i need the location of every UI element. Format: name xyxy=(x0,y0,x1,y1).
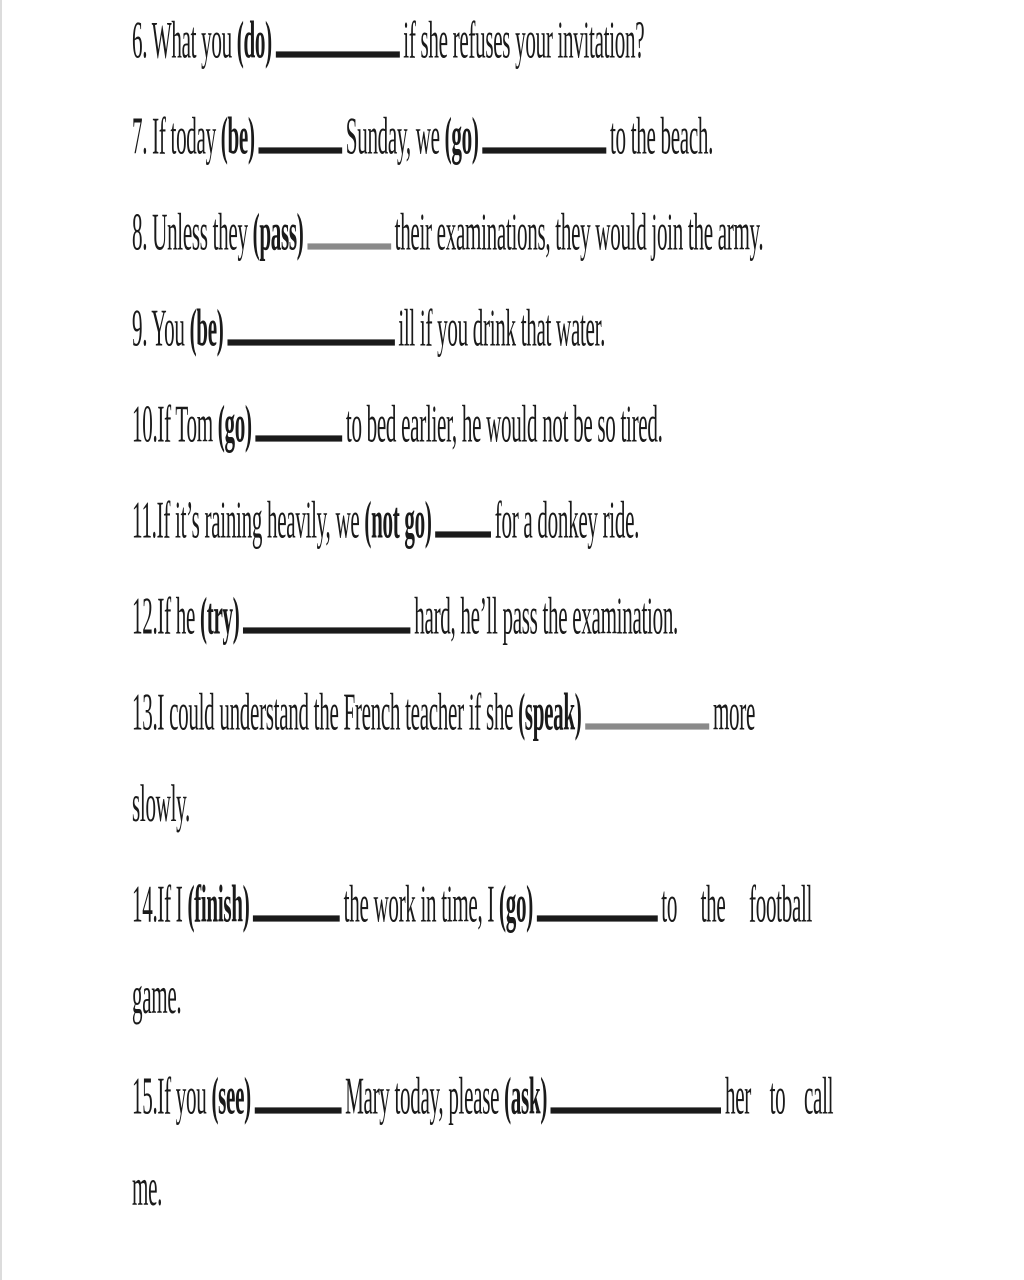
sentence-text: to bed earlier, he would not be so tired. xyxy=(345,396,663,454)
sentence-text: hard, he’ll pass the examination. xyxy=(414,588,679,646)
verb-hint: (try) xyxy=(200,588,240,646)
item-number: 15. xyxy=(132,1068,158,1126)
sentence-text: to xyxy=(769,1068,786,1126)
verb-hint: (do) xyxy=(236,12,272,70)
sentence-text: the work in time, I xyxy=(343,876,500,934)
sentence-text: call xyxy=(803,1068,834,1126)
verb-hint: (pass) xyxy=(252,204,304,262)
exercise-15-continuation xyxy=(132,1160,162,1265)
sentence-text: Unless they xyxy=(152,204,253,262)
sentence-text: to the beach. xyxy=(609,108,714,166)
answer-blank[interactable] xyxy=(255,1064,342,1114)
exercise-9 xyxy=(132,296,605,401)
sentence-text: slowly. xyxy=(132,776,190,834)
exercise-6 xyxy=(132,8,644,113)
item-number: 9. xyxy=(132,300,152,358)
sentence-text: if she refuses your invitation? xyxy=(403,12,645,70)
verb-hint: (be) xyxy=(220,108,255,166)
item-number: 11. xyxy=(132,492,157,550)
item-number: 8. xyxy=(132,204,153,262)
item-number: 6. xyxy=(132,12,152,70)
exercise-14-continuation xyxy=(132,968,181,1073)
sentence-text: football xyxy=(749,876,813,934)
sentence-text: their examinations, they would join the army. xyxy=(394,204,764,262)
item-number: 13. xyxy=(132,684,158,742)
answer-blank[interactable] xyxy=(307,200,391,250)
sentence-text: to xyxy=(661,876,678,934)
answer-blank[interactable] xyxy=(227,296,394,346)
item-number: 10. xyxy=(132,396,158,454)
exercise-10 xyxy=(132,392,663,497)
verb-hint: (finish) xyxy=(187,876,250,934)
sentence-text: If he xyxy=(157,588,201,646)
verb-hint: (go) xyxy=(499,876,533,934)
sentence-text: You xyxy=(151,300,190,358)
verb-hint: (go) xyxy=(444,108,479,166)
exercise-7 xyxy=(132,104,713,209)
answer-blank[interactable] xyxy=(255,392,342,442)
exercise-12 xyxy=(132,584,678,689)
sentence-text: If today xyxy=(152,108,221,166)
answer-blank[interactable] xyxy=(243,584,410,634)
verb-hint: (see) xyxy=(211,1068,251,1126)
exercise-8 xyxy=(132,200,763,305)
sentence-text: If Tom xyxy=(157,396,218,454)
sentence-text: ill if you drink that water. xyxy=(398,300,606,358)
answer-blank[interactable] xyxy=(537,872,658,922)
exercise-13-continuation xyxy=(132,776,190,881)
verb-hint: (speak) xyxy=(518,684,582,742)
sentence-text: for a donkey ride. xyxy=(494,492,640,550)
sentence-text: If I xyxy=(157,876,188,934)
answer-blank[interactable] xyxy=(253,872,340,922)
answer-blank[interactable] xyxy=(551,1064,722,1114)
sentence-text: game. xyxy=(132,968,182,1026)
verb-hint: (not go) xyxy=(364,492,432,550)
item-number: 12. xyxy=(132,588,158,646)
exercise-13 xyxy=(132,680,755,785)
sentence-text: me. xyxy=(132,1160,163,1218)
exercise-11 xyxy=(132,488,639,593)
sentence-text: What you xyxy=(151,12,237,70)
answer-blank[interactable] xyxy=(585,680,709,730)
item-number: 14. xyxy=(132,876,158,934)
answer-blank[interactable] xyxy=(482,104,606,154)
sentence-text: I could understand the French teacher if she xyxy=(157,684,519,742)
exercise-15 xyxy=(132,1064,833,1169)
verb-hint: (be) xyxy=(189,300,224,358)
sentence-text: more xyxy=(712,684,756,742)
answer-blank[interactable] xyxy=(435,488,491,538)
sentence-text: If you xyxy=(157,1068,212,1126)
sentence-text: her xyxy=(725,1068,751,1126)
sentence-text: If it’s raining heavily, we xyxy=(156,492,365,550)
sentence-text: Mary today, please xyxy=(345,1068,505,1126)
verb-hint: (go) xyxy=(217,396,252,454)
exercise-14 xyxy=(132,872,812,977)
answer-blank[interactable] xyxy=(258,104,342,154)
verb-hint: (ask) xyxy=(504,1068,548,1126)
sentence-text: the xyxy=(700,876,726,934)
item-number: 7. xyxy=(132,108,153,166)
answer-blank[interactable] xyxy=(276,8,400,58)
sentence-text: Sunday, we xyxy=(345,108,445,166)
